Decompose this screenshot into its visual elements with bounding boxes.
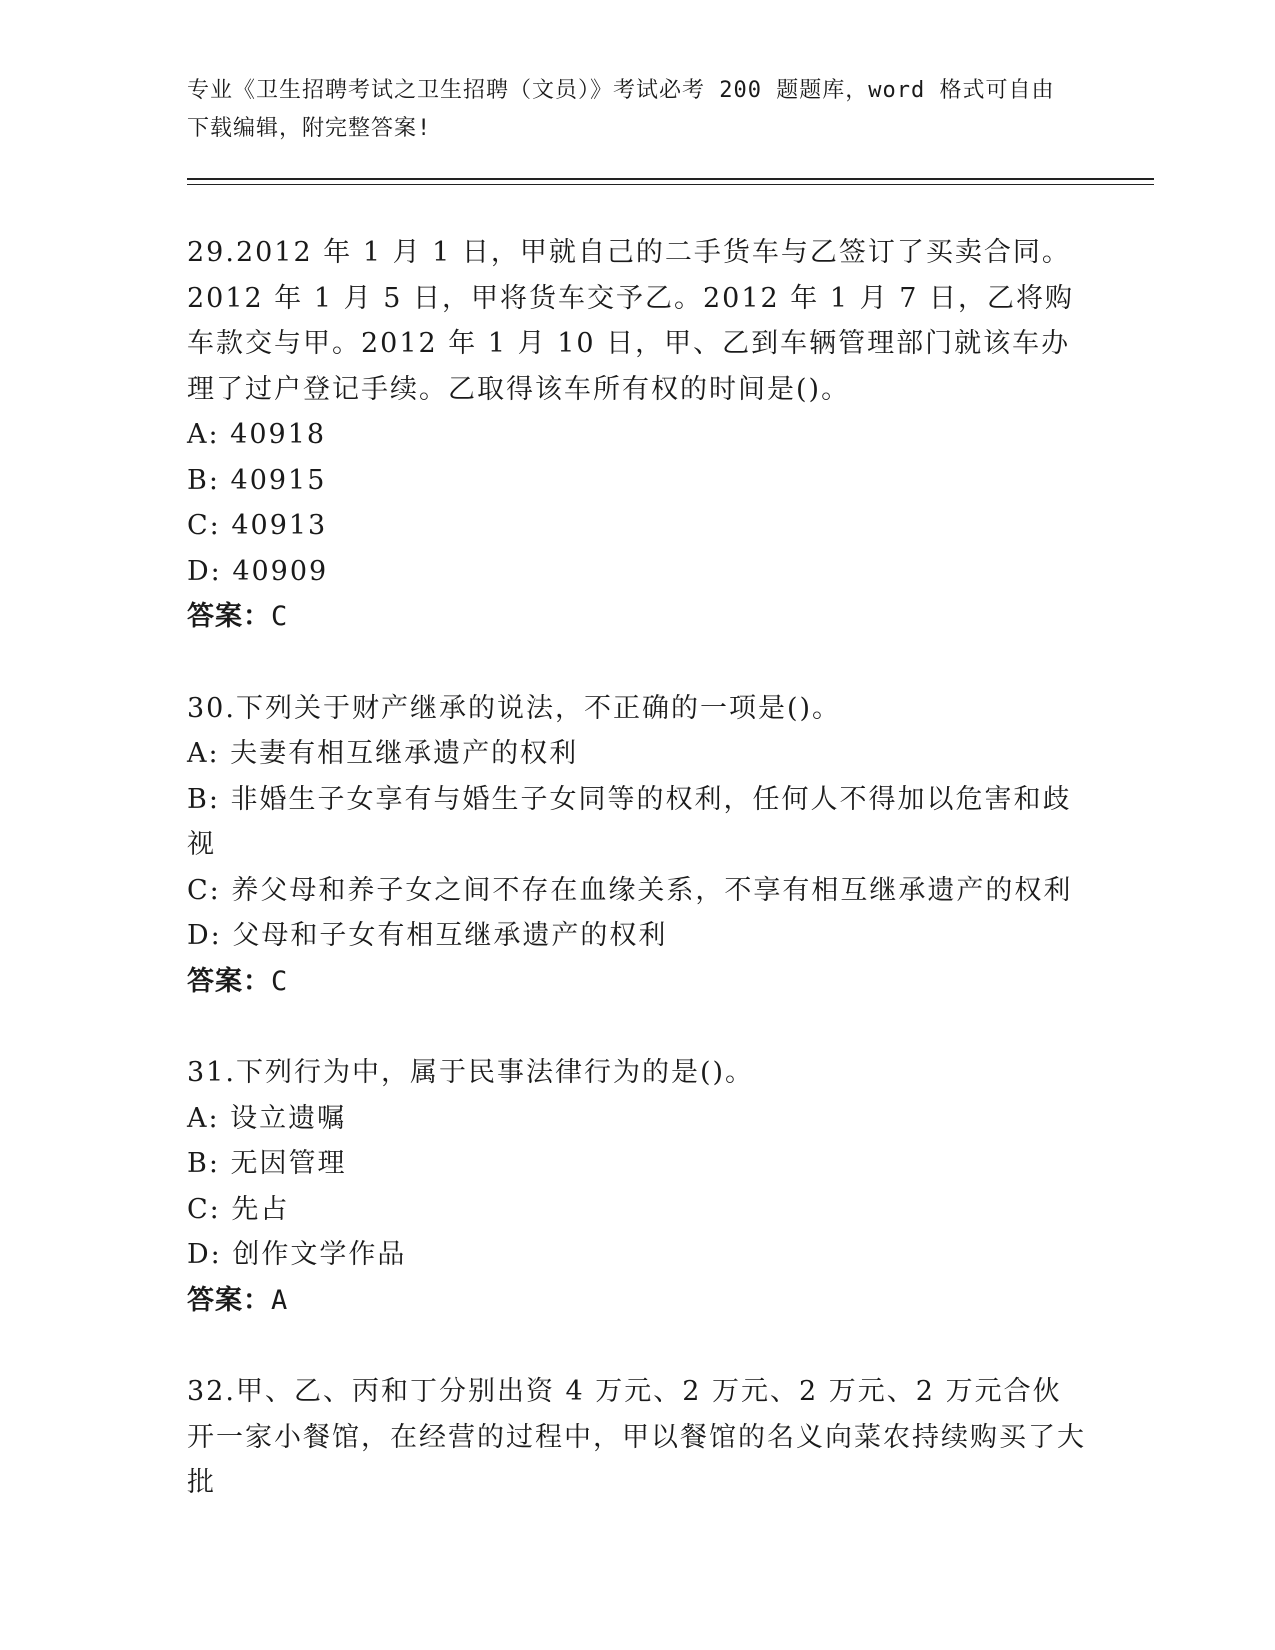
document-header [187, 72, 1067, 148]
question-32 [187, 1369, 1087, 1506]
answer-value: C [271, 601, 289, 632]
question-stem: 31.下列行为中，属于民事法律行为的是()。 [187, 1057, 755, 1088]
answer-label: 答案： [187, 1284, 271, 1316]
answer-line [187, 1278, 1087, 1324]
option-c: C: 先占 [187, 1193, 290, 1225]
header-divider-thin [187, 184, 1154, 185]
option-d: D: 创作文学作品 [187, 1239, 407, 1270]
option-a: A: 设立遗嘱 [187, 1102, 347, 1134]
answer-line [187, 959, 1087, 1005]
option-c: C: 养父母和养子女之间不存在血缘关系，不享有相互继承遗产的权利 [187, 874, 1073, 906]
question-stem: 32.甲、乙、丙和丁分别出资 4 万元、2 万元、2 万元、2 万元合伙开一家小餐馆，在经营的过程中，甲以餐馆的名义向菜农持续购买了大批 [187, 1376, 1086, 1498]
answer-value: A [271, 1284, 289, 1316]
question-stem: 30.下列关于财产继承的说法，不正确的一项是()。 [187, 692, 842, 724]
option-b: B: 40915 [187, 464, 327, 496]
option-b: B: 非婚生子女享有与婚生子女同等的权利，任何人不得加以危害和歧视 [187, 783, 1072, 860]
answer-label: 答案： [187, 601, 271, 632]
option-a: A: 40918 [187, 419, 327, 450]
option-d: D: 40909 [187, 555, 329, 587]
option-c: C: 40913 [187, 510, 328, 541]
question-stem: 29.2012 年 1 月 1 日，甲就自己的二手货车与乙签订了买卖合同。2012 年 1 月 5 日，甲将货车交予乙。2012 年 1 月 7 日，乙将购车款交与甲。2012 年 1 月 10 日，甲、乙到车辆管理部门就该车办理了过户登记手续。乙取得该车所有权的时间是()。 [187, 237, 1074, 405]
question-list [187, 230, 1087, 1552]
question-30 [187, 686, 1087, 1005]
answer-label: 答案： [187, 965, 271, 997]
option-b: B: 无因管理 [187, 1148, 347, 1179]
header-divider-thick [187, 178, 1154, 180]
option-d: D: 父母和子女有相互继承遗产的权利 [187, 920, 668, 951]
question-31 [187, 1050, 1087, 1323]
answer-value: C [271, 965, 289, 997]
header-title: 专业《卫生招聘考试之卫生招聘（文员）》考试必考 200 题题库，word 格式可自由下载编辑，附完整答案! [187, 78, 1055, 141]
option-a: A: 夫妻有相互继承遗产的权利 [187, 738, 579, 769]
answer-line [187, 594, 1087, 640]
question-29 [187, 230, 1087, 640]
